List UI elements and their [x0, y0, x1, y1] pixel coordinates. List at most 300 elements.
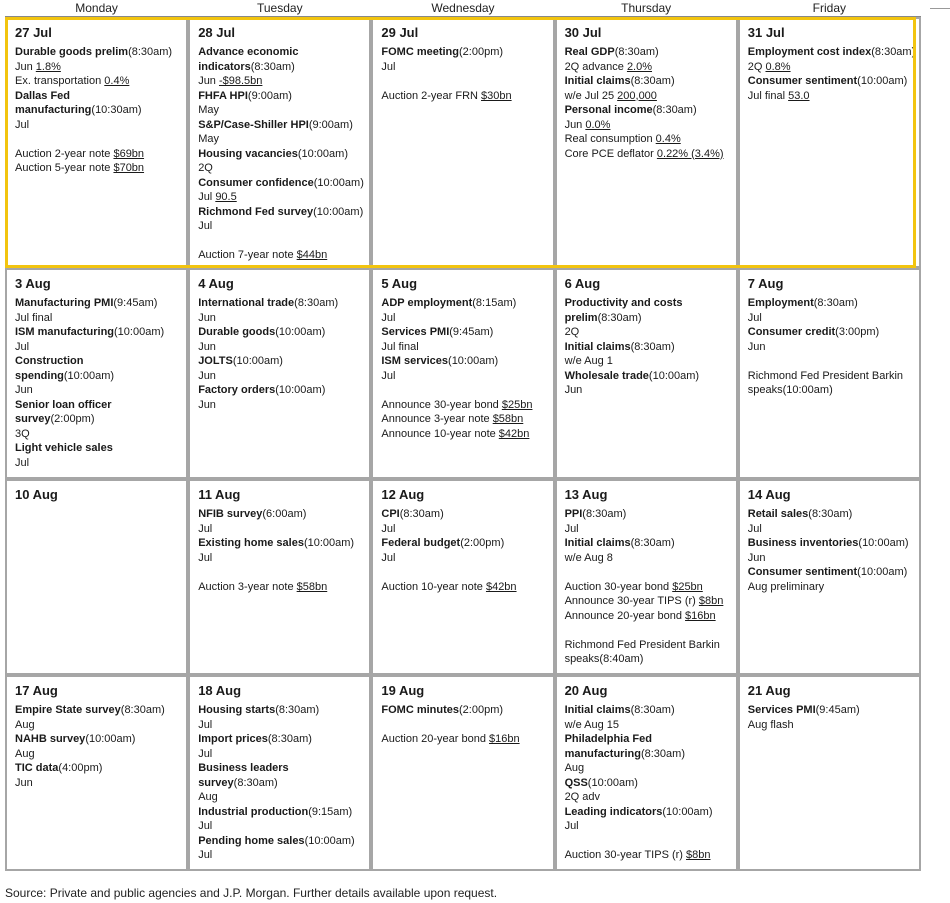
event-line — [381, 551, 545, 566]
event-detail: Jul — [198, 522, 213, 535]
economic-calendar — [5, 0, 921, 871]
event-line — [565, 594, 729, 609]
event-line — [15, 761, 179, 776]
event-value: $42bn — [498, 427, 530, 440]
day-date: 10 Aug — [15, 487, 58, 502]
event-line — [198, 103, 362, 118]
event-line — [565, 848, 729, 863]
event-detail: (10:00am) — [857, 75, 908, 87]
event-line — [198, 311, 362, 326]
event-value: 2.0% — [626, 60, 653, 73]
event-line — [198, 118, 362, 133]
event-line — [198, 790, 362, 805]
event-line — [198, 776, 362, 791]
event-detail: w/e Aug 8 — [564, 551, 613, 564]
event-line — [198, 761, 362, 776]
event-line — [748, 296, 912, 311]
event-detail: Announce 10-year note — [381, 427, 499, 440]
calendar-day-cell — [5, 17, 188, 268]
event-value: $58bn — [492, 413, 524, 425]
event-name: Dallas Fed — [15, 89, 71, 102]
event-line — [565, 776, 729, 791]
event-name: S&P/Case-Shiller HPI — [198, 118, 309, 131]
event-line — [198, 248, 362, 263]
event-detail: Auction 30-year TIPS (r) — [564, 849, 687, 861]
event-line — [565, 790, 729, 805]
event-line — [565, 703, 729, 718]
event-name: Personal income — [564, 104, 653, 116]
calendar-day-cell — [738, 268, 921, 479]
event-detail: Jun — [15, 776, 33, 789]
event-detail: Auction 30-year bond — [564, 580, 673, 593]
event-name: Empire State survey — [15, 704, 121, 716]
event-detail: Announce 20-year bond — [564, 609, 686, 622]
event-detail: Auction 2-year FRN — [381, 89, 482, 102]
event-value: $8bn — [698, 595, 724, 607]
event-value: -$98.5bn — [218, 75, 263, 87]
event-name: Retail sales — [747, 508, 809, 520]
calendar-day-cell — [555, 17, 738, 268]
event-detail: (10:00am) — [448, 355, 499, 367]
event-name: PPI — [564, 508, 583, 520]
day-date: 19 Aug — [381, 683, 425, 698]
event-line — [565, 118, 729, 133]
event-name: Initial claims — [564, 704, 631, 716]
event-line — [15, 311, 179, 326]
event-detail: (2:00pm) — [459, 46, 504, 58]
event-line — [381, 89, 545, 104]
event-line — [565, 45, 729, 60]
source-note: Source: Private and public agencies and J.P. Morgan. Further details available upon request. — [5, 886, 498, 900]
event-detail: Jun — [564, 118, 586, 131]
day-header-monday: Monday — [5, 0, 188, 17]
event-name: Housing starts — [198, 704, 276, 716]
event-detail: Jul — [198, 551, 213, 564]
event-detail: (10:00am) — [313, 205, 364, 218]
event-line — [15, 89, 179, 104]
event-detail: Aug — [198, 791, 218, 803]
calendar-day-cell — [5, 268, 188, 479]
event-line — [381, 340, 545, 355]
day-header-wednesday: Wednesday — [371, 0, 554, 17]
event-detail: (10:00am) — [587, 776, 638, 789]
event-line — [15, 412, 179, 427]
event-value: $69bn — [113, 147, 145, 160]
event-line — [15, 747, 179, 762]
event-line — [15, 427, 179, 442]
event-detail: Jul — [747, 311, 762, 324]
event-name: Philadelphia Fed — [564, 733, 652, 745]
event-detail: Aug — [15, 718, 35, 731]
event-line — [15, 456, 179, 471]
event-line — [565, 522, 729, 537]
event-detail: (10:00am) — [303, 537, 355, 549]
event-detail: 2Q advance — [564, 60, 627, 73]
event-line — [748, 74, 912, 89]
event-detail: Jun — [564, 384, 583, 396]
event-line — [381, 398, 545, 413]
event-name: Consumer sentiment — [747, 75, 858, 87]
event-line — [565, 369, 729, 384]
event-value: $30bn — [481, 89, 512, 102]
event-line — [565, 732, 729, 747]
event-value: $70bn — [113, 162, 145, 174]
event-line — [748, 383, 912, 398]
event-detail: (8:30am) — [128, 46, 173, 58]
event-line — [565, 383, 729, 398]
event-line — [565, 354, 729, 369]
day-date: 7 Aug — [747, 276, 784, 291]
event-detail: Jun — [15, 384, 33, 396]
event-name: Factory orders — [198, 384, 276, 396]
event-line — [198, 819, 362, 834]
event-detail: Jun — [198, 340, 216, 353]
event-name: JOLTS — [198, 355, 233, 367]
event-line — [748, 551, 912, 566]
event-line — [198, 507, 362, 522]
event-name: Housing vacancies — [198, 147, 298, 160]
calendar-day-cell — [555, 675, 738, 871]
event-detail: Jul — [15, 118, 30, 131]
event-detail: (8:15am) — [472, 297, 517, 309]
event-name: Senior loan officer — [15, 398, 112, 411]
event-line — [15, 354, 179, 369]
event-line — [565, 74, 729, 89]
event-detail: (2:00pm) — [50, 413, 95, 425]
event-detail: Announce 3-year note — [381, 413, 493, 425]
header-rule — [930, 8, 950, 9]
event-value: 53.0 — [788, 89, 810, 102]
event-detail: Jul — [381, 551, 396, 564]
event-line — [565, 761, 729, 776]
event-line — [565, 147, 729, 162]
event-detail: (10:00am) — [648, 369, 700, 382]
event-name: Industrial production — [198, 805, 309, 818]
event-line — [198, 398, 362, 413]
event-name: survey — [198, 776, 234, 789]
event-detail: (8:30am) — [233, 776, 278, 789]
event-detail: May — [198, 104, 219, 116]
event-detail: w/e Jul 25 — [564, 89, 618, 102]
event-detail: 3Q — [15, 427, 30, 440]
spacer — [381, 74, 545, 89]
event-line — [15, 776, 179, 791]
event-line — [198, 205, 362, 220]
event-line — [198, 89, 362, 104]
event-line — [565, 132, 729, 147]
event-line — [15, 398, 179, 413]
day-date: 12 Aug — [381, 487, 425, 502]
event-detail: Auction 20-year bond — [381, 733, 490, 745]
event-detail: Aug — [564, 762, 585, 774]
event-detail: (8:30am) — [614, 46, 659, 58]
calendar-day-cell — [371, 268, 554, 479]
event-name: CPI — [381, 508, 400, 520]
event-line — [198, 354, 362, 369]
calendar-day-cell — [371, 675, 554, 871]
event-line — [198, 340, 362, 355]
event-line — [381, 325, 545, 340]
event-line — [198, 703, 362, 718]
event-line — [15, 340, 179, 355]
event-detail: Jul — [198, 849, 213, 861]
day-date: 4 Aug — [198, 276, 234, 291]
event-line — [381, 580, 545, 595]
event-line — [748, 325, 912, 340]
event-line — [198, 580, 362, 595]
event-detail: (10:30am) — [91, 104, 142, 116]
event-line — [381, 354, 545, 369]
event-line — [565, 747, 729, 762]
event-name: Federal budget — [381, 537, 461, 549]
event-detail: Aug preliminary — [747, 580, 825, 593]
event-value: 90.5 — [215, 191, 237, 203]
event-line — [747, 45, 916, 60]
event-name: Manufacturing PMI — [15, 297, 114, 309]
day-date: 31 Jul — [747, 25, 785, 40]
event-detail: (8:30am) — [652, 104, 697, 116]
event-name: Initial claims — [564, 340, 631, 353]
event-detail: Jul — [747, 522, 762, 535]
day-header-tuesday: Tuesday — [188, 0, 371, 17]
day-header-thursday: Thursday — [555, 0, 738, 17]
event-value: $25bn — [672, 580, 703, 593]
event-detail: (10:00am) — [857, 566, 908, 578]
event-line — [381, 311, 545, 326]
event-line — [15, 118, 179, 133]
event-name: Light vehicle sales — [15, 442, 113, 454]
day-date: 6 Aug — [564, 276, 601, 291]
event-detail: Jul — [381, 522, 396, 535]
event-line — [748, 565, 912, 580]
event-name: Richmond Fed survey — [198, 205, 314, 218]
event-line — [565, 60, 729, 75]
event-detail: (8:30am) — [294, 297, 339, 309]
event-line — [748, 507, 912, 522]
event-value: $44bn — [296, 249, 328, 261]
event-detail: Jul — [564, 820, 579, 832]
spacer — [381, 383, 545, 398]
event-detail: (8:30am) — [597, 311, 642, 324]
event-line — [748, 536, 912, 551]
event-detail: (9:15am) — [308, 805, 353, 818]
event-detail: Ex. transportation — [15, 75, 105, 87]
event-line — [198, 45, 362, 60]
event-line — [15, 103, 179, 118]
event-detail: (8:30am) — [630, 704, 675, 716]
event-line — [381, 536, 545, 551]
event-name: FOMC meeting — [381, 46, 459, 58]
event-detail: Richmond Fed President Barkin — [747, 369, 904, 382]
event-name: Initial claims — [564, 537, 631, 549]
event-detail: (8:30am) — [630, 340, 675, 353]
event-line — [748, 369, 912, 384]
event-line — [198, 132, 362, 147]
event-line — [565, 609, 729, 624]
event-line — [748, 718, 912, 733]
event-name: Services PMI — [747, 704, 816, 716]
event-detail: (8:30am) — [267, 733, 312, 745]
day-date: 28 Jul — [198, 25, 236, 40]
event-line — [381, 45, 545, 60]
event-name: Initial claims — [564, 75, 631, 87]
event-detail: Jul — [15, 340, 30, 353]
event-line — [565, 507, 729, 522]
event-line — [381, 60, 545, 75]
event-detail: Jul — [198, 820, 213, 832]
event-line — [198, 536, 362, 551]
event-line — [565, 819, 729, 834]
day-date: 27 Jul — [15, 25, 52, 40]
day-date: 18 Aug — [198, 683, 242, 698]
event-line — [198, 732, 362, 747]
day-date: 21 Aug — [747, 683, 791, 698]
event-detail: Jul — [198, 747, 213, 760]
spacer — [565, 834, 729, 849]
event-detail: w/e Aug 1 — [564, 355, 613, 367]
event-detail: Jun — [198, 369, 216, 382]
event-line — [198, 176, 362, 191]
event-line — [198, 296, 362, 311]
event-detail: Jun — [198, 398, 216, 411]
event-line — [565, 311, 729, 326]
event-line — [565, 805, 729, 820]
event-line — [565, 103, 729, 118]
event-detail: Announce 30-year bond — [381, 398, 502, 411]
event-name: Consumer credit — [747, 326, 836, 338]
calendar-day-cell — [555, 479, 738, 675]
event-detail: (8:30am) — [630, 537, 675, 549]
event-detail: Jul — [15, 456, 30, 469]
event-name: Business inventories — [747, 537, 859, 549]
event-name: Employment — [747, 297, 814, 309]
event-line — [198, 74, 362, 89]
event-detail: (9:45am) — [113, 297, 158, 309]
event-detail: Jul — [381, 369, 396, 382]
event-line — [748, 703, 912, 718]
event-detail: Jun — [747, 340, 766, 353]
event-detail: (8:30am) — [250, 60, 295, 73]
event-name: Durable goods — [198, 326, 276, 338]
event-value: 0.22% (3.4%) — [656, 147, 724, 160]
event-line — [15, 441, 179, 456]
event-name: survey — [15, 413, 51, 425]
event-name: Construction — [15, 355, 84, 367]
calendar-day-cell — [555, 268, 738, 479]
calendar-day-cell — [188, 479, 371, 675]
day-date: 13 Aug — [564, 487, 608, 502]
event-detail: (8:30am) — [120, 704, 165, 716]
event-line — [15, 369, 179, 384]
event-detail: (8:30am) — [582, 508, 627, 520]
event-name: spending — [15, 369, 64, 382]
event-line — [15, 383, 179, 398]
event-detail: (2:00pm) — [459, 704, 504, 716]
spacer — [381, 718, 545, 733]
event-line — [198, 60, 362, 75]
event-name: Advance economic — [198, 46, 299, 58]
event-detail: w/e Aug 15 — [564, 718, 619, 731]
event-line — [381, 369, 545, 384]
event-name: Real GDP — [564, 46, 615, 58]
day-date: 14 Aug — [747, 487, 791, 502]
event-line — [381, 412, 545, 427]
event-detail: Real consumption — [564, 133, 656, 145]
event-detail: (10:00am) — [858, 537, 909, 549]
event-name: International trade — [198, 297, 295, 309]
event-line — [198, 147, 362, 162]
calendar-day-cell — [188, 268, 371, 479]
event-line — [565, 652, 729, 667]
event-line — [565, 718, 729, 733]
event-line — [198, 718, 362, 733]
event-detail: Jun — [747, 551, 766, 564]
event-line — [565, 89, 729, 104]
event-detail: (4:00pm) — [58, 762, 103, 774]
event-detail: (8:30am) — [813, 297, 858, 309]
event-detail: Auction 5-year note — [15, 162, 114, 174]
event-detail: Jul — [198, 191, 216, 203]
event-detail: Auction 10-year note — [381, 580, 486, 593]
event-value: $16bn — [685, 609, 716, 622]
event-name: NAHB survey — [15, 733, 86, 745]
event-value: 1.8% — [35, 60, 61, 73]
event-value: 0.8% — [765, 60, 791, 73]
event-value: 200,000 — [617, 89, 657, 102]
day-date: 30 Jul — [564, 25, 602, 40]
event-name: manufacturing — [15, 104, 92, 116]
event-detail: Auction 2-year note — [15, 147, 114, 160]
event-line — [381, 732, 545, 747]
event-name: Leading indicators — [564, 805, 663, 818]
event-line — [198, 161, 362, 176]
event-detail: Auction 7-year note — [198, 249, 297, 261]
event-value: $42bn — [485, 580, 517, 593]
event-line — [15, 718, 179, 733]
day-date: 5 Aug — [381, 276, 418, 291]
event-name: Import prices — [198, 733, 268, 745]
event-detail: speaks(10:00am) — [747, 384, 833, 396]
spacer — [15, 132, 179, 147]
event-detail: Aug flash — [747, 718, 794, 731]
event-line — [198, 369, 362, 384]
event-detail: (10:00am) — [662, 805, 713, 818]
spacer — [565, 623, 729, 638]
event-name: Productivity and costs — [564, 297, 683, 309]
event-name: Wholesale trade — [564, 369, 649, 382]
event-value: 0.4% — [655, 133, 681, 145]
event-value: $8bn — [686, 849, 711, 861]
event-line — [565, 551, 729, 566]
event-line — [198, 325, 362, 340]
event-name: ADP employment — [381, 297, 473, 309]
event-detail: (8:30am) — [275, 704, 320, 716]
event-line — [748, 311, 912, 326]
event-line — [381, 522, 545, 537]
event-line — [565, 340, 729, 355]
event-detail: (10:00am) — [275, 326, 326, 338]
event-detail: Jun — [15, 60, 36, 73]
event-line — [198, 551, 362, 566]
event-detail: Jun — [198, 75, 219, 87]
event-line — [15, 74, 179, 89]
day-date: 20 Aug — [564, 683, 608, 698]
event-detail: (10:00am) — [297, 147, 348, 160]
event-detail: Announce 30-year TIPS (r) — [564, 595, 699, 607]
calendar-day-cell — [188, 17, 371, 268]
day-date: 11 Aug — [198, 487, 241, 502]
event-detail: Aug — [15, 747, 35, 760]
